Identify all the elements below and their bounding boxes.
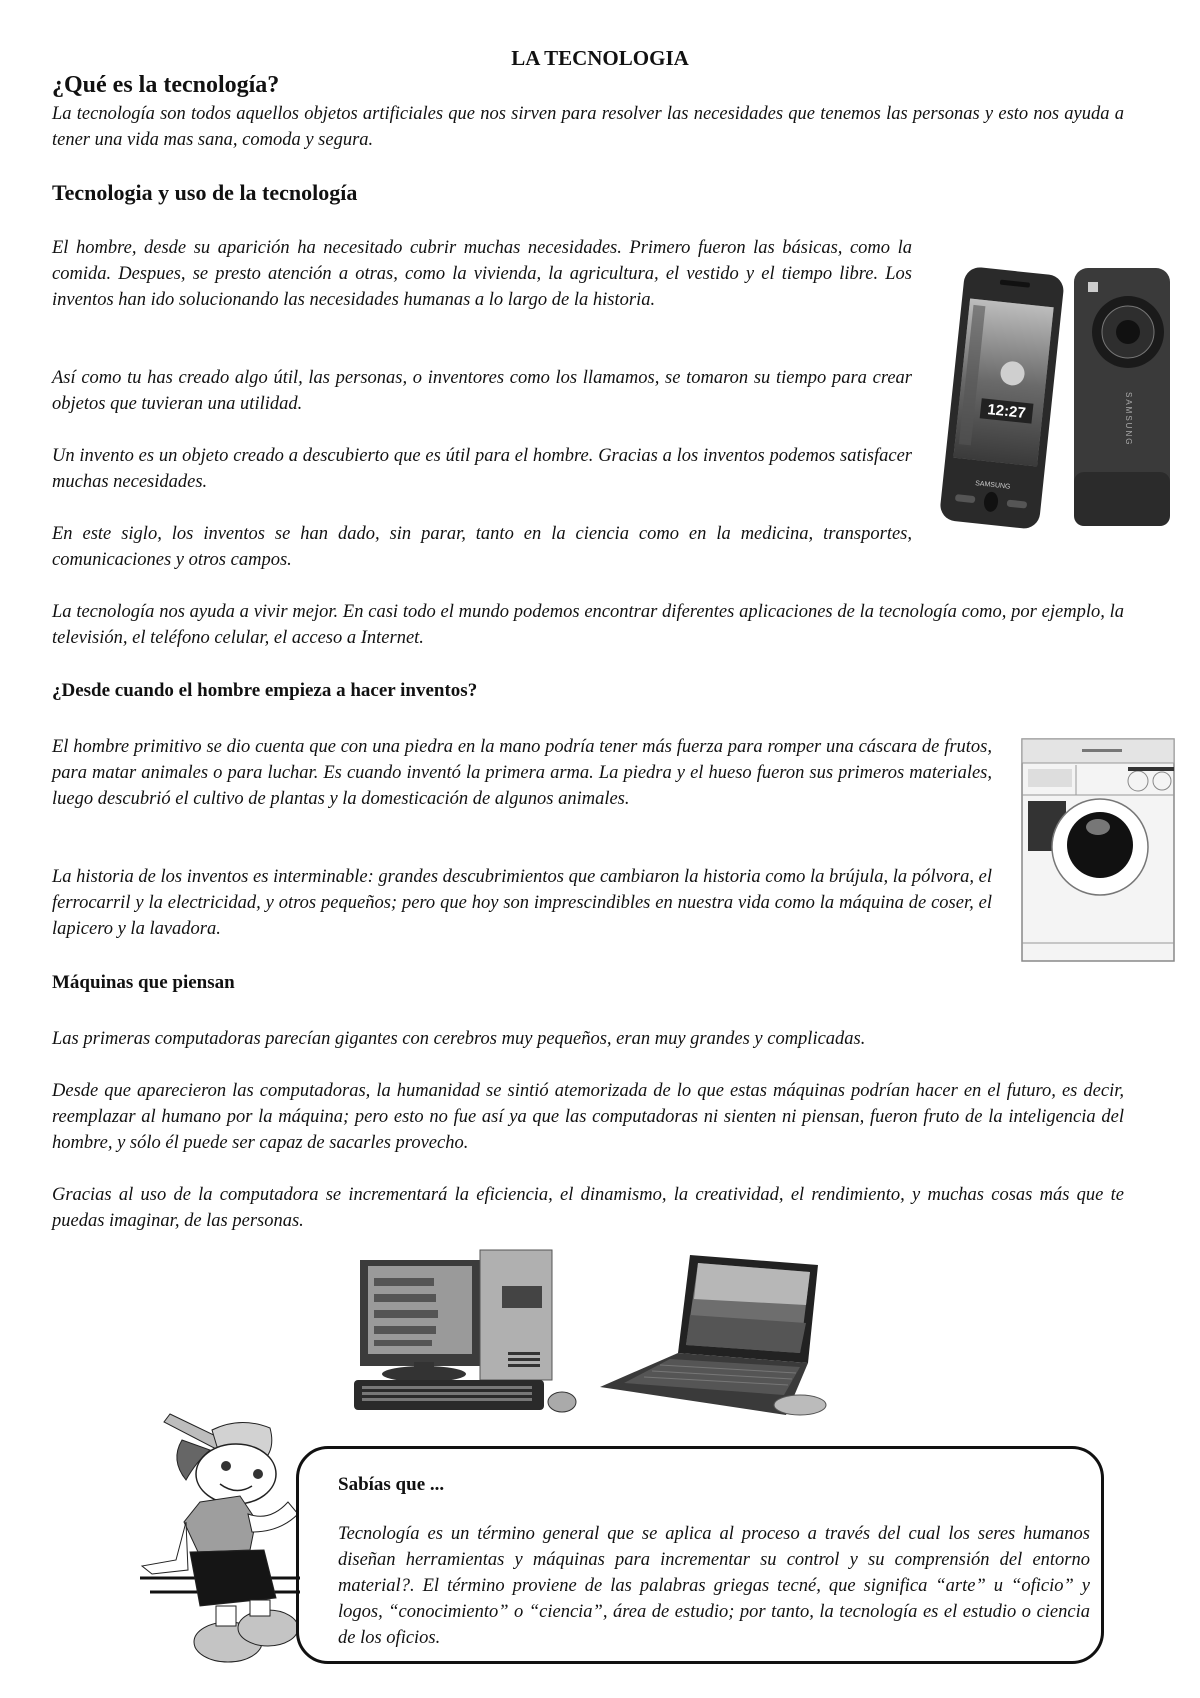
washing-machine-icon (1018, 735, 1178, 963)
washing-machine-image (1018, 735, 1178, 963)
heading-maquinas-piensan: Máquinas que piensan (52, 972, 235, 993)
paragraph-hombre-primitivo: El hombre primitivo se dio cuenta que con una piedra en la mano podría tener más fuerza para romper una cáscara de frutos, para matar animales o para luchar. Es cuando inventó la primera arma. La piedra y el hueso fueron sus primeros materiales, luego descubrió el cultivo de plantas y la domesticación de algunos animales. (52, 737, 992, 809)
paragraph-historia-inventos: La historia de los inventos es interminable: grandes descubrimientos que cambiaron la historia como la brújula, la pólvora, el ferrocarril y la electricidad, y otros pequeños; pero que hoy son imprescindibles en nuestra vida como la máquina de coser, el lapicero y la lavadora. (52, 867, 992, 939)
heading-que-es: ¿Qué es la tecnología? (52, 72, 280, 98)
callout-text: Tecnología es un término general que se aplica al proceso a través del cual los seres humanos diseñan herramientas y máquinas para incrementar su control y su comprensión del entorno material?. El término proviene de las palabras griegas tecné, que significa “arte” u “oficio” y logos, “conocimiento” o “ciencia”, área de estudio; por tanto, la tecnología es el estudio o ciencia de los oficios. (338, 1524, 1090, 1648)
svg-text:12:27: 12:27 (986, 401, 1027, 422)
paragraph-uso-computadora: Gracias al uso de la computadora se incrementará la eficiencia, el dinamismo, la creatividad, el rendimiento, y muchas cosas más que te puedas imaginar, de las personas. (52, 1185, 1124, 1231)
paragraph-humanidad-atemorizada: Desde que aparecieron las computadoras, la humanidad se sintió atemorizada de lo que estas máquinas podrían hacer en el futuro, es decir, reemplazar al humano por la máquina; pero esto no fue así ya que las computadoras ni sienten ni piensan, fueron fruto de la inteligencia del hombre, y sólo él puede ser capaz de sacarles provecho. (52, 1081, 1124, 1153)
document-title: LA TECNOLOGIA (511, 46, 689, 70)
paragraph-definition: La tecnología son todos aquellos objetos artificiales que nos sirven para resolver las necesidades que tenemos las personas y esto nos ayuda a tener una vida mas sana, comoda y segura. (52, 104, 1124, 150)
laptop-icon (600, 1245, 832, 1423)
paragraph-hombre-necesidades: El hombre, desde su aparición ha necesitado cubrir muchas necesidades. Primero fueron las básicas, como la comida. Despues, se presto atención a otras, como la vivienda, la agricultura, el vestido y el tiempo libre. Los inventos han ido solucionando las necesidades humanas a lo largo de la historia. (52, 238, 912, 310)
paragraph-este-siglo: En este siglo, los inventos se han dado, sin parar, tanto en la ciencia como en la medicina, transportes, comunicaciones y otros campos. (52, 524, 912, 570)
cartoon-boy-image (140, 1410, 320, 1678)
desktop-computer-image (348, 1238, 578, 1416)
paragraph-vivir-mejor: La tecnología nos ayuda a vivir mejor. En casi todo el mundo podemos encontrar diferentes aplicaciones de la tecnología como, por ejemplo, la televisión, el teléfono celular, el acceso a Internet. (52, 602, 1124, 648)
svg-text:SAMSUNG: SAMSUNG (974, 480, 1011, 491)
cartoon-boy-icon (140, 1410, 320, 1678)
desktop-computer-icon (348, 1238, 578, 1416)
callout-title: Sabías que ... (338, 1474, 445, 1495)
paragraph-primeras-computadoras: Las primeras computadoras parecían gigantes con cerebros muy pequeños, eran muy grandes y complicadas. (52, 1029, 866, 1049)
svg-text:SAMSUNG: SAMSUNG (1124, 392, 1133, 447)
paragraph-inventores: Así como tu has creado algo útil, las personas, o inventores como los llamamos, se tomaron su tiempo para crear objetos que tuvieran una utilidad. (52, 368, 912, 414)
heading-uso-tecnologia: Tecnologia y uso de la tecnología (52, 180, 358, 205)
mobile-phone-image (938, 262, 1174, 530)
heading-desde-cuando: ¿Desde cuando el hombre empieza a hacer inventos? (52, 680, 478, 701)
laptop-image (600, 1245, 832, 1423)
paragraph-invento: Un invento es un objeto creado a descubierto que es útil para el hombre. Gracias a los inventos podemos satisfacer muchas necesidades. (52, 446, 912, 492)
phone-icon (938, 262, 1174, 530)
